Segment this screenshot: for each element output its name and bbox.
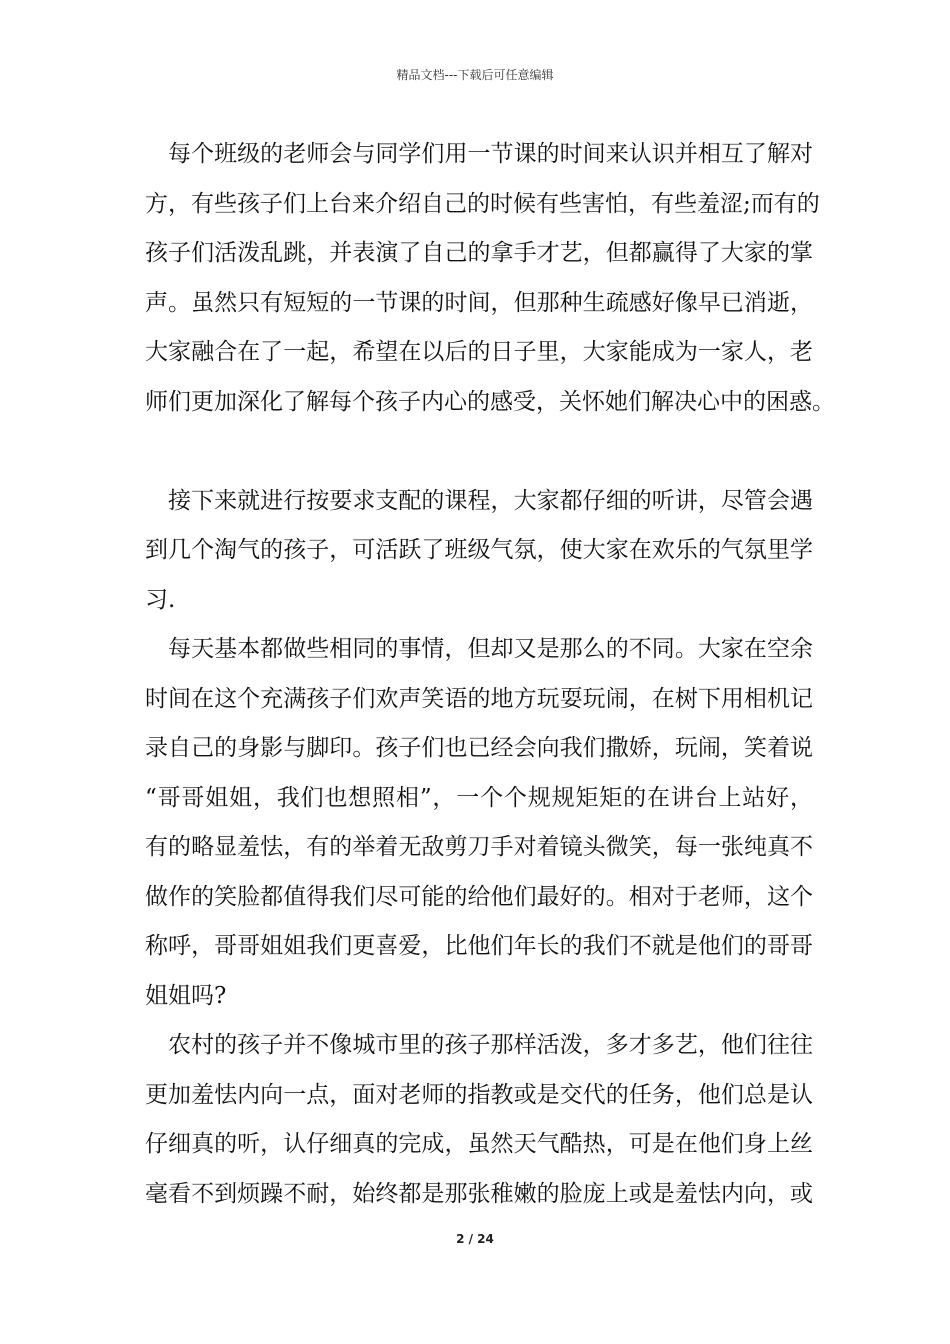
text-line: “哥哥姐姐，我们也想照相”，一个个规规矩矩的在讲台上站好， (145, 784, 813, 811)
body-text (145, 130, 835, 1219)
text-line: 做作的笑脸都值得我们尽可能的给他们最好的。相对于老师，这个 (145, 883, 813, 910)
text-line: 习. (145, 586, 176, 613)
text-line: 更加羞怯内向一点，面对老师的指教或是交代的任务，他们总是认 (145, 1081, 813, 1108)
text-line: 方，有些孩子们上台来介绍自己的时候有些害怕，有些羞涩;而有的 (145, 190, 820, 217)
text-line: 时间在这个充满孩子们欢声笑语的地方玩耍玩闹，在树下用相机记 (145, 685, 813, 712)
text-line: 称呼，哥哥姐姐我们更喜爱，比他们年长的我们不就是他们的哥哥 (145, 933, 813, 959)
page-number: 2 / 24 (456, 1232, 494, 1246)
text-line: 录自己的身影与脚印。孩子们也已经会向我们撒娇，玩闹，笑着说 (145, 735, 813, 761)
page-header: 精品文档---下载后可任意编辑 (396, 68, 554, 82)
text-line: 毫看不到烦躁不耐，始终都是那张稚嫩的脸庞上或是羞怯内向，或 (145, 1180, 813, 1207)
text-line: 每天基本都做些相同的事情，但却又是那么的不同。大家在空余 (145, 636, 813, 662)
text-line: 有的略显羞怯，有的举着无敌剪刀手对着镜头微笑，每一张纯真不 (145, 834, 813, 860)
text-line: 到几个淘气的孩子，可活跃了班级气氛，使大家在欢乐的气氛里学 (145, 537, 813, 563)
paragraph-gap (145, 427, 813, 477)
text-line: 每个班级的老师会与同学们用一节课的时间来认识并相互了解对 (145, 141, 813, 167)
text-line: 接下来就进行按要求支配的课程，大家都仔细的听讲，尽管会遇 (145, 487, 813, 514)
text-line: 仔细真的听，认仔细真的完成，虽然天气酷热，可是在他们身上丝 (145, 1131, 813, 1157)
text-line: 大家融合在了一起，希望在以后的日子里，大家能成为一家人，老 (145, 339, 813, 365)
text-line: 孩子们活泼乱跳，并表演了自己的拿手才艺，但都赢得了大家的掌 (145, 240, 813, 266)
text-line: 农村的孩子并不像城市里的孩子那样活泼，多才多艺，他们往往 (145, 1032, 813, 1058)
text-line: 师们更加深化了解每个孩子内心的感受，关怀她们解决心中的困惑。 (145, 388, 835, 415)
text-line: 姐姐吗? (145, 982, 227, 1009)
text-line: 声。虽然只有短短的一节课的时间，但那种生疏感好像早已消逝， (145, 289, 813, 316)
